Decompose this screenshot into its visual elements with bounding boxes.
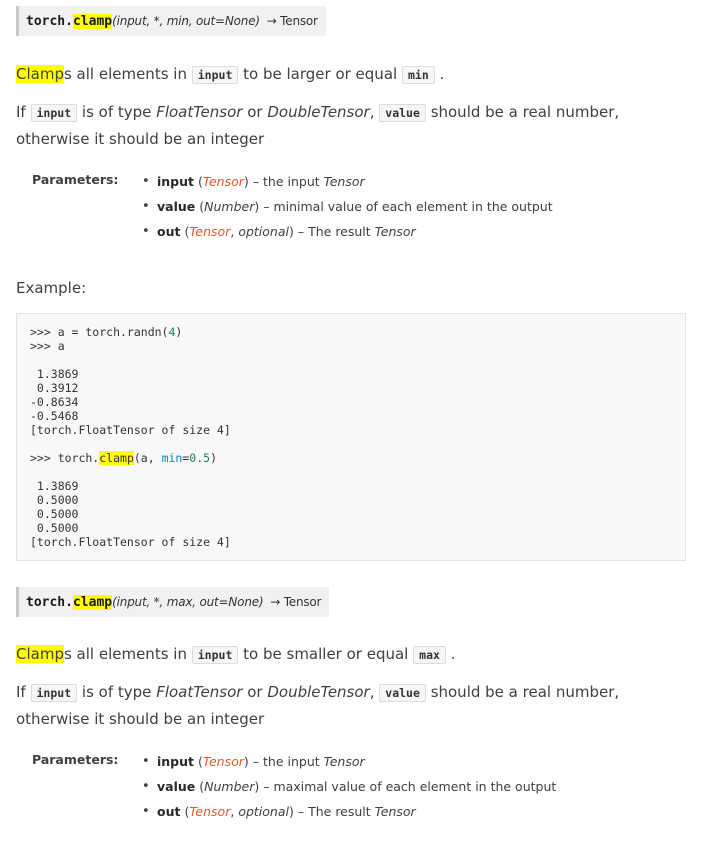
type-note-min: If input is of type FloatTensor or DoubleTensor, value should be a real number, otherwise it should be an integer <box>16 103 620 148</box>
signature-func: clamp <box>72 594 113 610</box>
inline-code: input <box>31 684 78 702</box>
signature-module: torch. <box>26 594 73 610</box>
signature-returns: → Tensor <box>266 14 318 28</box>
inline-code: value <box>379 684 426 702</box>
type-link[interactable]: Tensor <box>202 754 244 769</box>
example-code-block[interactable]: >>> a = torch.randn(4) >>> a 1.3869 0.3912 -0.8634 -0.5468 [torch.FloatTensor of size 4] >>> torch.clamp(a, min=0.5) 1.3869 0.5000 0.5000 0.5000 [torch.FloatTensor of size 4] <box>16 313 686 561</box>
parameters-label: Parameters: <box>32 172 119 187</box>
parameters-label: Parameters: <box>32 752 119 767</box>
inline-code: max <box>413 646 446 664</box>
param-value: • value (Number) – maximal value of each element in the output <box>142 774 556 799</box>
signature-params: (input, *, max, out=None) <box>112 595 264 609</box>
signature-params: (input, *, min, out=None) <box>112 14 260 28</box>
type-note-max: If input is of type FloatTensor or DoubleTensor, value should be a real number, otherwise it should be an integer <box>16 683 620 728</box>
type-link[interactable]: Tensor <box>189 224 231 239</box>
signature-module: torch. <box>26 13 73 29</box>
signature-returns: → Tensor <box>270 595 322 609</box>
function-signature-min <box>16 6 326 36</box>
param-out: • out (Tensor, optional) – The result Tensor <box>142 799 556 824</box>
param-value: • value (Number) – minimal value of each element in the output <box>142 194 553 219</box>
parameters-list <box>142 749 556 824</box>
inline-code: input <box>192 66 239 84</box>
inline-code: value <box>379 104 426 122</box>
inline-code: min <box>402 66 435 84</box>
inline-code: input <box>31 104 78 122</box>
param-out: • out (Tensor, optional) – The result Tensor <box>142 219 553 244</box>
inline-code: input <box>192 646 239 664</box>
function-signature-max <box>16 587 329 617</box>
example-label: Example: <box>16 279 87 297</box>
type-link[interactable]: Tensor <box>202 174 244 189</box>
param-input: • input (Tensor) – the input Tensor <box>142 169 553 194</box>
param-input: • input (Tensor) – the input Tensor <box>142 749 556 774</box>
parameters-list <box>142 169 553 244</box>
signature-func: clamp <box>72 13 113 29</box>
description-min: Clamps all elements in input to be larger or equal min . <box>16 65 445 83</box>
type-link[interactable]: Tensor <box>189 804 231 819</box>
description-max: Clamps all elements in input to be smaller or equal max . <box>16 645 456 663</box>
